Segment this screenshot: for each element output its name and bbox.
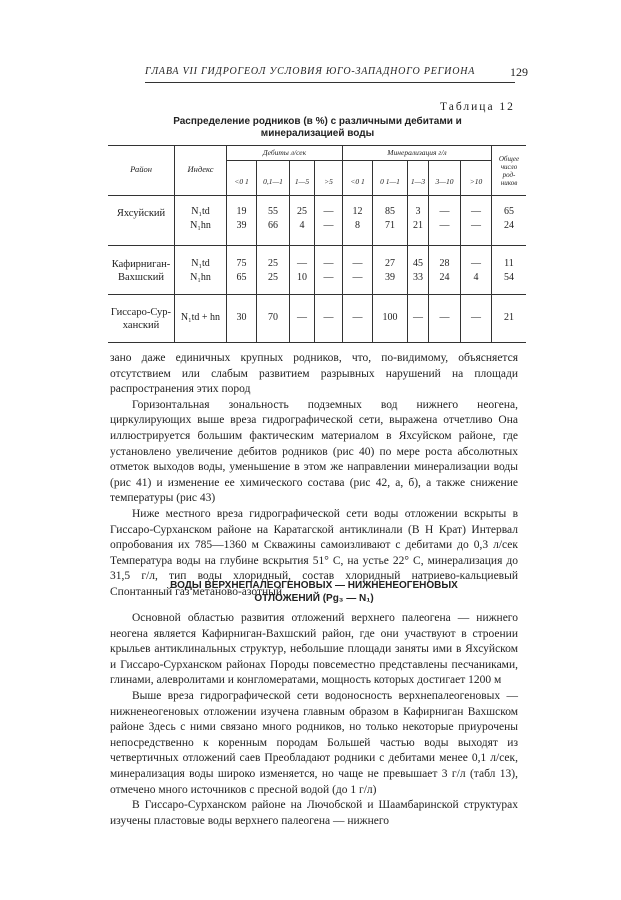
table-rule [108, 245, 526, 246]
paragraph: зано даже единичных крупных родников, что, по-видимому, объясняется отсутствием или слабым развитием разрывных нарушений на площади распространения этих пород [110, 352, 518, 396]
value: 65 [504, 206, 514, 217]
cell-total [492, 205, 526, 233]
cell-m5 [461, 205, 491, 233]
index-value: N₁td + hn [180, 312, 221, 323]
row-region: Яхсуйский [116, 208, 166, 219]
cell-m4 [429, 311, 460, 325]
value: — [323, 272, 334, 283]
table-rule [108, 145, 526, 146]
value: — [323, 312, 334, 323]
col-header-total [492, 155, 526, 187]
cell-m4 [429, 205, 460, 233]
value: 21 [413, 220, 423, 231]
col-header-mineral: 1—3 [410, 177, 426, 186]
value: 71 [385, 220, 395, 231]
total-header-line: Общее [498, 155, 520, 163]
value: 54 [504, 272, 514, 283]
col-header-mineral: <0 1 [350, 177, 365, 186]
cell-m3 [408, 311, 428, 325]
cell-total [492, 311, 526, 325]
total-header-line: ников [500, 179, 518, 187]
value: 10 [297, 272, 307, 283]
cell-m2 [373, 257, 407, 285]
col-header-debit: 0,1—1 [263, 177, 283, 186]
cell-d1 [227, 311, 256, 325]
value: 28 [439, 258, 450, 269]
cell-total [492, 257, 526, 285]
value: 39 [385, 272, 395, 283]
value: — [352, 312, 363, 323]
col-header-debit: >5 [324, 177, 333, 186]
value: 27 [385, 258, 395, 269]
row-region [108, 306, 174, 332]
cell-d3 [290, 257, 314, 285]
value: 70 [268, 312, 278, 323]
value: — [323, 220, 334, 231]
col-header-debit: <0 1 [234, 177, 249, 186]
cell-d4 [315, 257, 342, 285]
index-value: N₁hn [190, 220, 211, 231]
value: — [297, 312, 307, 323]
region-line: Вахшский [118, 272, 164, 283]
running-header [145, 66, 515, 83]
value: 24 [504, 220, 514, 231]
value: 25 [268, 272, 278, 283]
col-header-region: Район [130, 164, 152, 174]
section-heading-line: ОТЛОЖЕНИЙ (Pg₃ — N₁) [254, 593, 374, 604]
value: 65 [236, 272, 247, 283]
table-rule [108, 342, 526, 343]
total-header-line: род- [502, 171, 516, 179]
cell-d3 [290, 311, 314, 325]
region-line: ханский [122, 320, 160, 331]
index-value: N₁td [191, 258, 210, 269]
cell-m3 [408, 257, 428, 285]
value: — [439, 220, 450, 231]
chapter-title: ГЛАВА VII ГИДРОГЕОЛ УСЛОВИЯ ЮГО-ЗАПАДНОГО РЕГИОНА [145, 66, 476, 77]
value: — [413, 312, 423, 323]
cell-d2 [257, 205, 289, 233]
value: 39 [236, 220, 247, 231]
value: 66 [268, 220, 278, 231]
value: — [439, 312, 450, 323]
page-number: 129 [510, 65, 528, 79]
region-line: Гиссаро-Сур- [110, 307, 172, 318]
section-heading [110, 579, 518, 605]
paragraph: Ниже местного вреза гидрографической сети воды отложении вскрыты в Гиссаро-Сурханском районе на Каратагской антиклинали (В Н Крат) Интервал опробования их 785—1360 м Скважины самоизливают с дебитами до 0,3 л/сек Температура воды на глубине вскрытия 51° С, на устье 22° С, минерализация до 31,5 г/л, тип воды хлоридный, состав хлоридный натриево-кальциевый Спонтанный газ метаново-азотный [110, 507, 518, 598]
table-rule [108, 195, 526, 196]
col-header-mineral: 3—10 [435, 177, 454, 186]
cell-m2 [373, 205, 407, 233]
cell-d2 [257, 257, 289, 285]
index-value: N₁td [191, 206, 210, 217]
table-title-line: минерализацией воды [260, 128, 375, 139]
value: 4 [473, 272, 479, 283]
cell-m1 [343, 257, 372, 285]
cell-d3 [290, 205, 314, 233]
value: — [323, 206, 334, 217]
cell-d2 [257, 311, 289, 325]
index-value: N₁hn [190, 272, 211, 283]
value: 3 [415, 206, 421, 217]
value: 8 [355, 220, 360, 231]
paragraph: В Гиссаро-Сурханском районе на Лючобской и Шаамбаринской структурах изучены пластовые воды верхнего палеогена — нижнего [110, 799, 518, 827]
value: 21 [504, 312, 514, 323]
value: 33 [413, 272, 423, 283]
value: — [471, 312, 481, 323]
value: — [352, 272, 363, 283]
value: 85 [385, 206, 395, 217]
cell-d1 [227, 205, 256, 233]
total-header-line: число [500, 163, 518, 171]
table-title [145, 116, 490, 140]
table-rule [108, 294, 526, 295]
value: 55 [268, 206, 278, 217]
col-group-debit: Дебиты л/сек [262, 148, 307, 157]
paragraph: Горизонтальная зональность подземных вод нижнего неогена, циркулирующих выше вреза гидрографической сети, выражена отчетливо Она иллюстрируется большим фактическим материалом в Яхсуйском районе, где установлено увеличение дебитов родников (рис 40) по мере роста абсолютных отметок выходов воды, уменьшение в этом же направлении минерализации воды (рис 41) и изменение ее химического состава (рис 42, а, б), а также снижение температуры (рис 43) [110, 398, 518, 505]
value: 25 [268, 258, 278, 269]
value: 19 [236, 206, 247, 217]
col-header-mineral: 0 1—1 [380, 177, 400, 186]
value: — [297, 258, 307, 269]
cell-m1 [343, 205, 372, 233]
value: — [471, 220, 481, 231]
value: — [323, 258, 334, 269]
value: 11 [504, 258, 514, 269]
value: — [439, 206, 450, 217]
row-index [175, 311, 226, 325]
body-text-upper [110, 351, 518, 601]
body-text-lower [110, 611, 518, 829]
value: — [471, 206, 481, 217]
row-region [108, 258, 174, 284]
row-index [175, 205, 226, 233]
value: 4 [299, 220, 305, 231]
cell-d4 [315, 311, 342, 325]
data-table [108, 145, 526, 343]
value: 25 [297, 206, 307, 217]
cell-m1 [343, 311, 372, 325]
value: 12 [352, 206, 363, 217]
col-header-debit: 1—5 [294, 177, 310, 186]
value: 75 [236, 258, 247, 269]
value: 24 [439, 272, 450, 283]
table-rule [226, 160, 491, 161]
cell-m5 [461, 257, 491, 285]
col-header-index: Индекс [187, 164, 214, 174]
table-title-line: Распределение родников (в %) с различными дебитами и [173, 116, 462, 127]
value: 30 [236, 312, 247, 323]
table-number: Таблица 12 [440, 101, 515, 113]
section-heading-line: ВОДЫ ВЕРХНЕПАЛЕОГЕНОВЫХ — НИЖНЕНЕОГЕНОВЫХ [170, 580, 458, 591]
cell-m3 [408, 205, 428, 233]
cell-m4 [429, 257, 460, 285]
cell-m5 [461, 311, 491, 325]
cell-m2 [373, 311, 407, 325]
region-line: Кафирниган- [111, 259, 171, 270]
value: — [352, 258, 363, 269]
col-header-mineral: >10 [469, 177, 483, 186]
col-group-mineral: Минерализация г/л [387, 148, 447, 157]
cell-d1 [227, 257, 256, 285]
row-index [175, 257, 226, 285]
value: 100 [382, 312, 398, 323]
paragraph: Основной областью развития отложений верхнего палеогена — нижнего неогена является Кафирниган-Вахшский район, где они участвуют в строении крыльев антиклинальных структур, небольшие площади заняты ими в Яхсуйском и Гиссаро-Сурханском районах Породы повсеместно представлены песчаниками, глинами, алевролитами и конгломератами, мощность которых достигает 1200 м [110, 612, 518, 687]
paragraph: Выше вреза гидрографической сети водоносность верхнепалеогеновых — нижненеогеновых отложении изучена главным образом в Кафирниган Вахшском районе Здесь с ними связано много родников, но только некоторые приурочены непосредственно к коренным породам Большей частью воды выходят из четвертичных отложений саев Преобладают родники с дебитами менее 0,1 л/сек, минерализация воды широко изменяется, но чаще не превышает 3 г/л (табл 13), отмечено много источников с пресной водой (до 1 г/л) [110, 689, 518, 796]
cell-d4 [315, 205, 342, 233]
value: 45 [413, 258, 423, 269]
value: — [471, 258, 481, 269]
